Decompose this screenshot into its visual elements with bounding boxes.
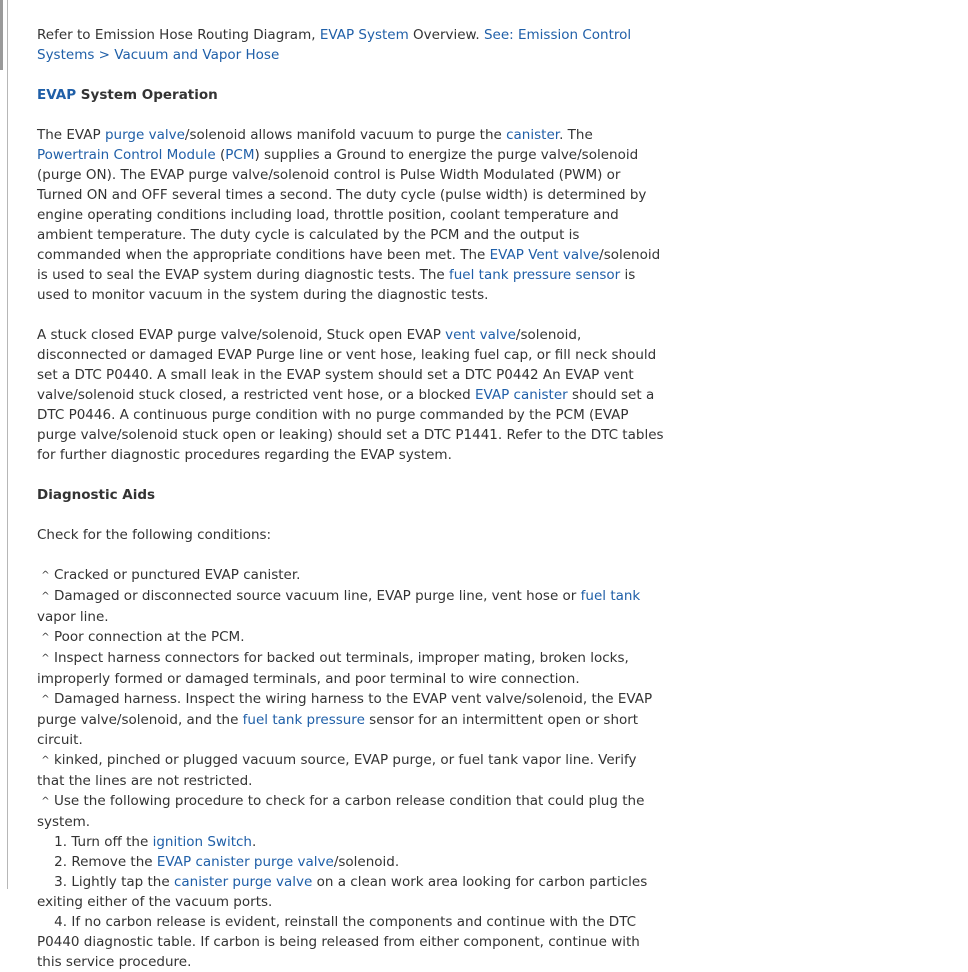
- heading-text: System Operation: [76, 87, 218, 103]
- fuel-tank-pressure-link[interactable]: fuel tank pressure: [242, 712, 365, 728]
- pcm-link[interactable]: PCM: [225, 147, 255, 163]
- operation-paragraph: The EVAP purge valve/solenoid allows manifold vacuum to purge the canister. The Powertrain Control Module (PCM) supplies a Ground to energize the purge valve/solenoid (purge ON). The EVAP purge valve/solenoid control is Pulse Width Modulated (PWM) or Turned ON and OFF several times a second. The duty cycle (pulse width) is determined by engine operating conditions including load, throttle position, coolant temperature and ambient temperature. The duty cycle is calculated by the PCM and the output is commanded when the appropriate conditions have been met. The EVAP Vent valve/solenoid is used to seal the EVAP system during diagnostic tests. The fuel tank pressure sensor is used to monitor vacuum in the system during the diagnostic tests.: [37, 127, 661, 303]
- list-item: ^ Inspect harness connectors for backed out terminals, improper mating, broken locks, improperly formed or damaged terminals, and poor terminal to wire connection.: [37, 650, 629, 687]
- procedure-step: 3. Lightly tap the canister purge valve on a clean work area looking for carbon particles exiting either of the vacuum ports.: [37, 874, 652, 910]
- pcm-full-link[interactable]: Powertrain Control Module: [37, 147, 216, 163]
- left-window-edge: [0, 0, 8, 889]
- list-item: ^ Damaged or disconnected source vacuum line, EVAP purge line, vent hose or fuel tank vapor line.: [37, 588, 641, 625]
- evap-link[interactable]: EVAP: [37, 87, 77, 103]
- fuel-tank-link[interactable]: fuel tank: [580, 588, 641, 604]
- caret-bullet-icon: ^: [41, 632, 50, 643]
- section-heading-system-operation: [37, 85, 667, 105]
- scroll-notch: [0, 0, 3, 70]
- list-item: ^ Poor connection at the PCM.: [41, 629, 245, 645]
- vacuum-vapor-hose-link[interactable]: See: Emission Control Systems > Vacuum and Vapor Hose: [37, 27, 632, 63]
- check-intro: Check for the following conditions:: [37, 527, 272, 543]
- list-item: ^ Damaged harness. Inspect the wiring harness to the EVAP vent valve/solenoid, the EVAP purge valve/solenoid, and the fuel tank pressure sensor for an intermittent open or short circuit.: [37, 691, 653, 748]
- list-item: ^ kinked, pinched or plugged vacuum source, EVAP purge, or fuel tank vapor line. Verify that the lines are not restricted.: [37, 752, 637, 789]
- caret-bullet-icon: ^: [41, 570, 50, 581]
- evap-canister-link[interactable]: EVAP canister: [474, 387, 568, 403]
- list-item: ^ Cracked or punctured EVAP canister.: [41, 567, 301, 583]
- evap-system-link[interactable]: EVAP System: [319, 27, 409, 43]
- evap-canister-purge-valve-link[interactable]: EVAP canister purge valve: [156, 854, 334, 870]
- section-heading-diagnostic-aids: Diagnostic Aids: [37, 487, 156, 503]
- procedure-step: 4. If no carbon release is evident, reinstall the components and continue with the DTC P0440 diagnostic table. If carbon is being released from either component, continue with this service procedure.: [37, 914, 645, 970]
- list-item: ^ Use the following procedure to check for a carbon release condition that could plug the system.: [37, 793, 645, 830]
- caret-bullet-icon: ^: [41, 694, 50, 705]
- evap-vent-valve-link[interactable]: EVAP Vent valve: [489, 247, 600, 263]
- vent-valve-link[interactable]: vent valve: [445, 327, 516, 343]
- purge-valve-link[interactable]: purge valve: [104, 127, 185, 143]
- caret-bullet-icon: ^: [41, 591, 50, 602]
- intro-paragraph: [37, 25, 667, 65]
- fuel-tank-pressure-sensor-link[interactable]: fuel tank pressure sensor: [449, 267, 621, 283]
- document-body: [37, 25, 667, 972]
- procedure-step: 1. Turn off the ignition Switch.: [37, 834, 257, 850]
- ignition-switch-link[interactable]: ignition Switch: [152, 834, 252, 850]
- intro-text-2: Overview.: [408, 27, 484, 43]
- dtc-paragraph: A stuck closed EVAP purge valve/solenoid, Stuck open EVAP vent valve/solenoid, disconnected or damaged EVAP Purge line or vent hose, leaking fuel cap, or fill neck should set a DTC P0440. A small leak in the EVAP system should set a DTC P0442 An EVAP vent valve/solenoid stuck closed, a restricted vent hose, or a blocked EVAP canister should set a DTC P0446. A continuous purge condition with no purge commanded by the PCM (EVAP purge valve/solenoid stuck open or leaking) should set a DTC P1441. Refer to the DTC tables for further diagnostic procedures regarding the EVAP system.: [37, 327, 664, 463]
- procedure-step: 2. Remove the EVAP canister purge valve/solenoid.: [37, 854, 400, 870]
- caret-bullet-icon: ^: [41, 653, 50, 664]
- intro-text: Refer to Emission Hose Routing Diagram,: [37, 27, 320, 43]
- canister-link[interactable]: canister: [506, 127, 560, 143]
- caret-bullet-icon: ^: [41, 755, 50, 766]
- canister-purge-valve-link[interactable]: canister purge valve: [173, 874, 313, 890]
- caret-bullet-icon: ^: [41, 796, 50, 807]
